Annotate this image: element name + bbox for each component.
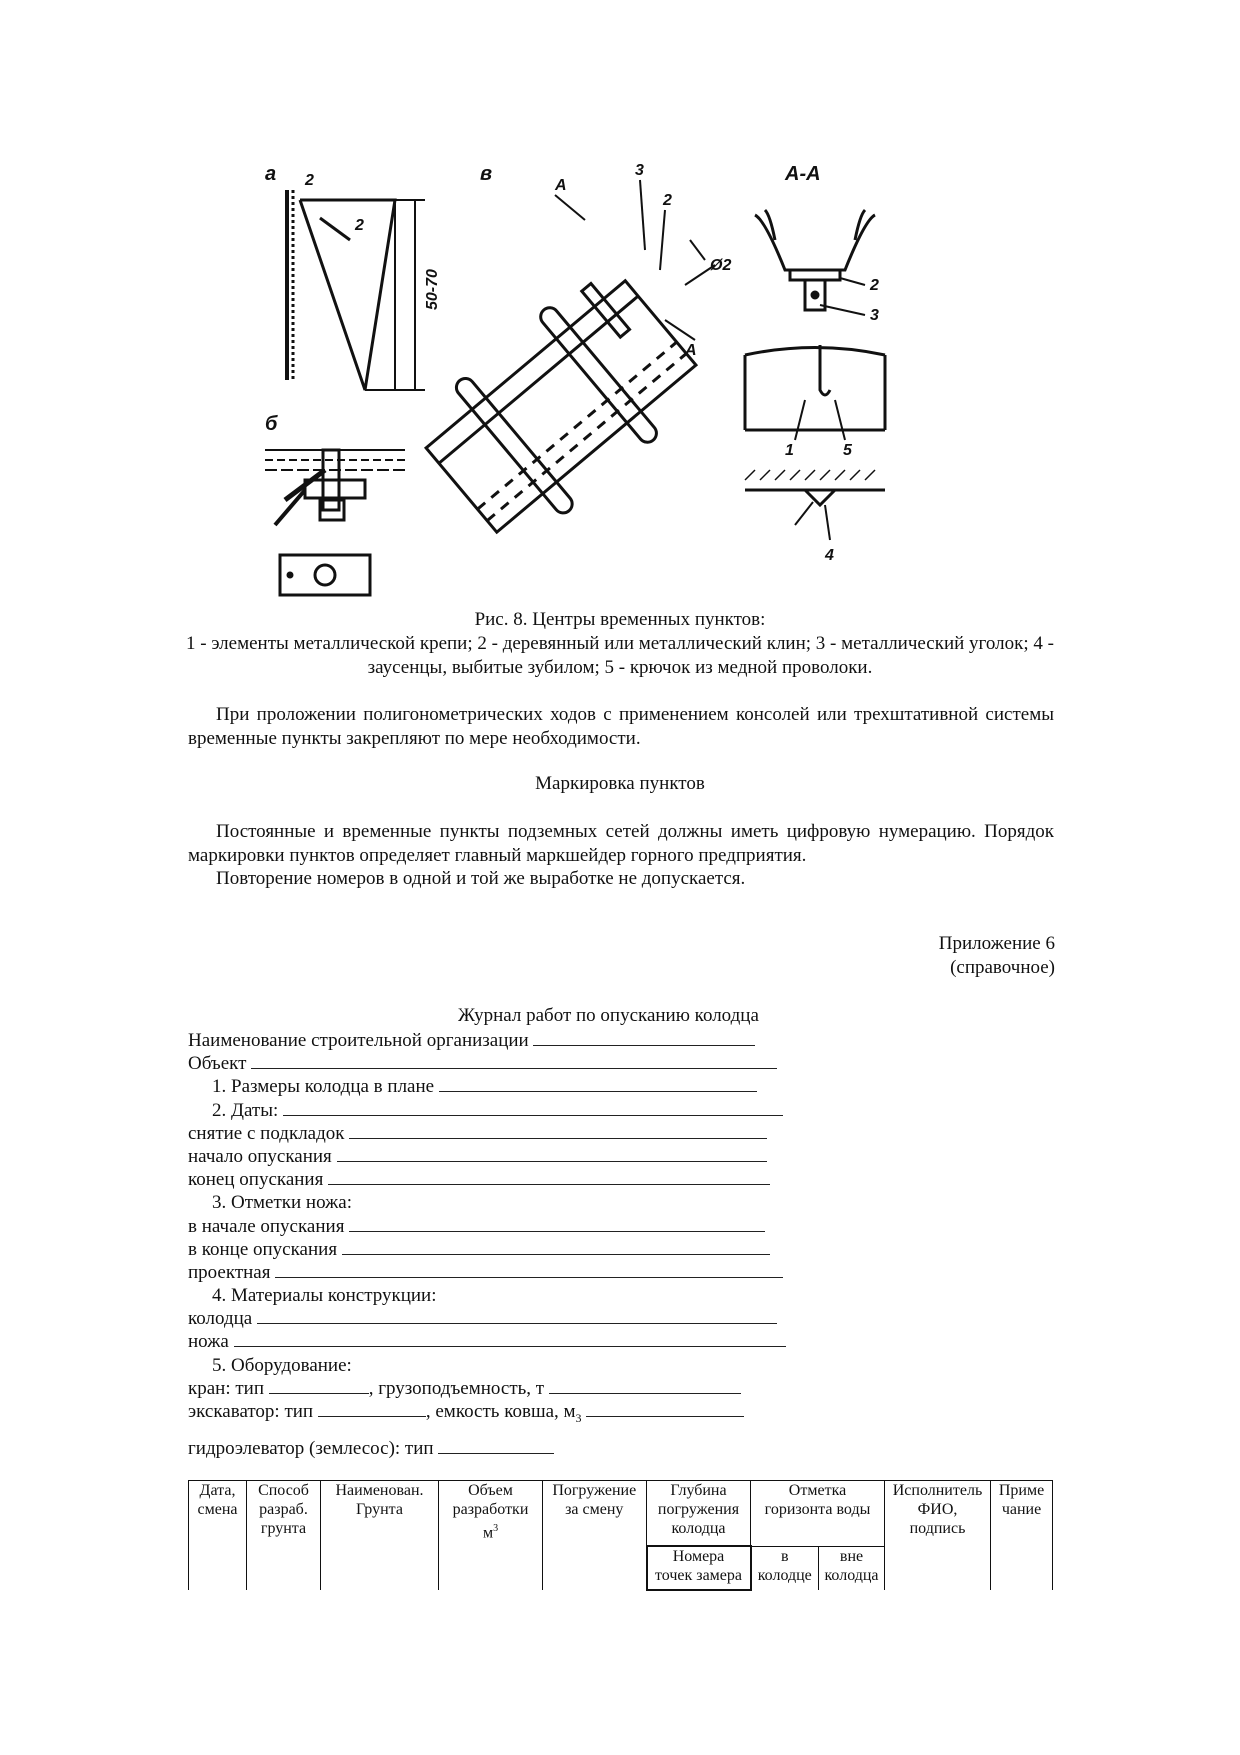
col-executor: Исполнитель ФИО, подпись [885, 1481, 991, 1591]
journal-table [188, 1480, 1053, 1591]
col-water-level: Отметка горизонта воды [751, 1481, 885, 1547]
label-phi2: Ø2 [710, 257, 732, 274]
paragraph-repeat: Повторение номеров в одной и той же выработке не допускается. [216, 868, 746, 889]
form-line-start: начало опускания [188, 1145, 808, 1168]
form-line-org: Наименование строительной организации [188, 1029, 808, 1052]
object-blank[interactable] [251, 1052, 777, 1069]
org-blank[interactable] [533, 1029, 755, 1046]
appendix-block [939, 932, 1055, 980]
form-line-well: колодца [188, 1307, 808, 1330]
start-blank[interactable] [337, 1145, 767, 1162]
dates-blank[interactable] [283, 1099, 783, 1116]
form-line-equipment: 5. Оборудование: [212, 1354, 352, 1376]
form-line-sizes: 1. Размеры колодца в плане [188, 1075, 808, 1098]
appendix-title: Приложение 6 [938, 933, 1055, 954]
col-points: Номера точек замера [647, 1546, 751, 1590]
end-blank[interactable] [328, 1168, 770, 1185]
label-v: в [480, 163, 493, 185]
journal-title: Журнал работ по опусканию колодца [458, 1005, 759, 1026]
sizes-blank[interactable] [439, 1075, 757, 1092]
paragraph-numbering: Постоянные и временные пункты подземных сетей должны иметь цифровую нумерацию. Порядок маркировки пунктов определяет главный маркшейдер горного предприятия. [188, 821, 1054, 866]
label-dim-range: 50-70 [424, 269, 441, 310]
form-line-knife: ножа [188, 1330, 808, 1353]
col-outside: вне колодца [819, 1546, 885, 1590]
section-heading: Маркировка пунктов [535, 773, 705, 794]
paragraph-consoles: При проложении полигонометрических ходов с применением консолей или трехштативной системы временные пункты закрепляют по мере необходимости. [188, 704, 1054, 749]
col-method: Способ разраб. грунта [247, 1481, 321, 1591]
label-n4: 4 [825, 547, 834, 564]
removal-blank[interactable] [349, 1122, 767, 1139]
label-section: А-А [785, 163, 821, 185]
col-note: Приме чание [991, 1481, 1053, 1591]
form-line-dates: 2. Даты: [188, 1099, 808, 1122]
well-blank[interactable] [257, 1307, 777, 1324]
form-line-crane: кран: тип , грузоподъемность, т [188, 1377, 808, 1400]
col-inside: в колодце [751, 1546, 819, 1590]
mark-start-blank[interactable] [349, 1215, 765, 1232]
knife-blank[interactable] [234, 1330, 786, 1347]
label-arrow-bottom: А [685, 342, 697, 359]
mark-end-blank[interactable] [342, 1238, 770, 1255]
exc-bucket-blank[interactable] [586, 1400, 744, 1417]
label-arrow-top: А [555, 177, 567, 194]
exc-type-blank[interactable] [318, 1400, 426, 1417]
label-n3-v: 3 [635, 162, 644, 179]
technical-figure [265, 160, 985, 610]
label-b: б [265, 413, 278, 435]
hydro-blank[interactable] [438, 1437, 554, 1454]
form-line-mark-end: в конце опускания [188, 1238, 808, 1261]
form-line-design: проектная [188, 1261, 808, 1284]
label-n2-section: 2 [870, 277, 879, 294]
form-line-excavator: экскаватор: тип , емкость ковша, $м_3$ [188, 1400, 808, 1423]
form-line-mark-start: в начале опускания [188, 1215, 808, 1238]
col-name: Наименован. Грунта [321, 1481, 439, 1591]
form-line-object: Объект [188, 1052, 808, 1075]
form-line-hydro: гидроэлеватор (землесос): тип [188, 1437, 808, 1460]
crane-capacity-blank[interactable] [549, 1377, 741, 1394]
caption-title: Рис. 8. Центры временных пунктов: [474, 609, 766, 630]
form-line-removal: снятие с подкладок [188, 1122, 808, 1145]
label-a: а [265, 163, 277, 185]
appendix-subtitle: (справочное) [950, 957, 1055, 978]
label-n5: 5 [843, 442, 852, 459]
figure-caption [180, 608, 1060, 680]
label-n3-section: 3 [870, 307, 879, 324]
design-blank[interactable] [275, 1261, 783, 1278]
col-depth: Глубина погружения колодца [647, 1481, 751, 1547]
journal-form [188, 1029, 808, 1460]
label-n2-a: 2 [355, 217, 364, 234]
label-n2-v: 2 [663, 192, 672, 209]
form-line-end: конец опускания [188, 1168, 808, 1191]
crane-type-blank[interactable] [269, 1377, 369, 1394]
col-date: Дата, смена [189, 1481, 247, 1591]
label-n1: 1 [785, 442, 794, 459]
caption-text: 1 - элементы металлической крепи; 2 - деревянный или металлический клин; 3 - металлический уголок; 4 - заусенцы, выбитые зубилом; 5 - крючок из медной проволоки. [186, 633, 1054, 678]
form-line-marks: 3. Отметки ножа: [212, 1192, 352, 1214]
col-sinking: Погружение за смену [543, 1481, 647, 1591]
form-line-materials: 4. Материалы конструкции: [212, 1285, 437, 1307]
col-volume: Объем разработки $м^3$ [439, 1481, 543, 1591]
label-dim-2: 2 [305, 172, 314, 189]
